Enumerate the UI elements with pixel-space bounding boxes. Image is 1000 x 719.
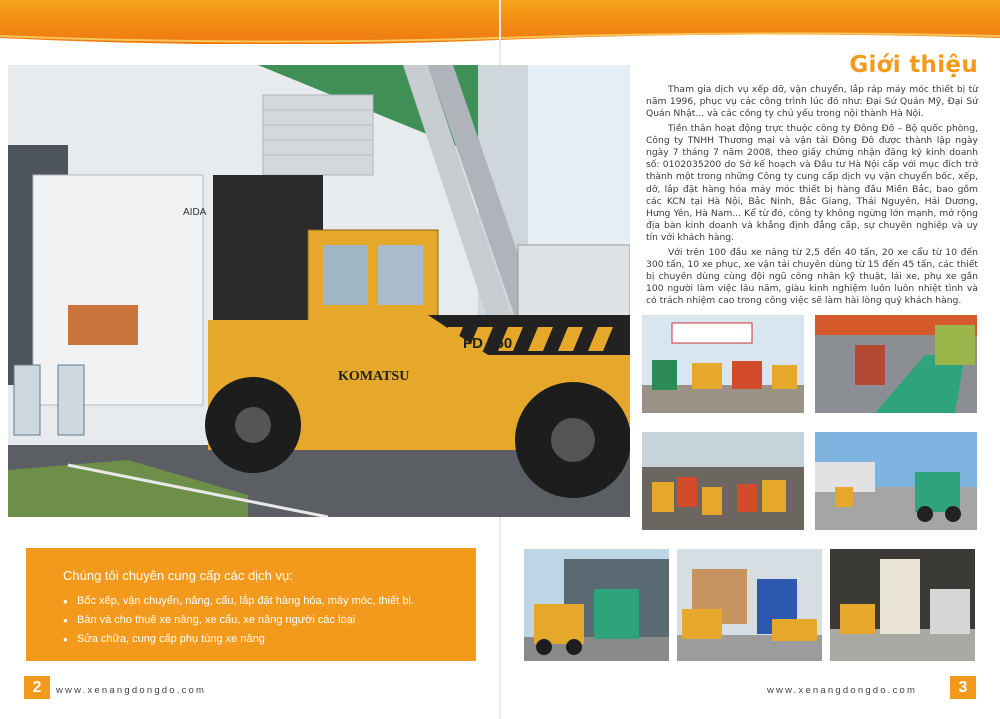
service-text: Sửa chữa, cung cấp phụ tùng xe nâng	[77, 633, 265, 645]
intro-text	[646, 84, 978, 310]
photo-forklift-crate	[677, 549, 822, 661]
page-title: Giới thiệu	[849, 52, 978, 78]
photo-forklift-machine-lift	[524, 549, 669, 661]
forklift-brand-label: KOMATSU	[338, 369, 410, 384]
services-list-item	[63, 630, 476, 649]
photo-green-forklift-road	[815, 432, 977, 530]
intro-paragraph: Tham gia dịch vụ xếp dỡ, vận chuyển, lắp ráp máy móc thiết bị từ năm 1996, phục vụ các công trình lúc đó như: Đại Sứ Quán Mỹ, Đại Sứ Quán Nhật... và các công ty chủ yếu trong nội thành Hà Nội.	[646, 84, 978, 120]
machine-brand-label: AIDA	[183, 207, 207, 218]
intro-paragraph: Với trên 100 đầu xe nâng từ 2,5 đến 40 tấn, 20 xe cẩu từ 10 đến 300 tấn, 10 xe phục, xe vận tải chuyên dùng từ 15 đến 45 tấn, các thiết bị chuyên dùng cùng đội ngũ công nhân kỹ thuật, lái xe, phụ xe gần 100 người làm việc lâu năm, giàu kinh nghiệm luôn luôn nhiệt tình và có trách nhiệm cao trong công việc sẽ làm hài lòng quý khách hàng.	[646, 246, 978, 307]
intro-paragraph: Tiền thân hoạt động trực thuộc công ty Đông Đô – Bộ quốc phòng, Công ty TNHH Thương mại và vận tải Đông Đô được thành lập ngày ngày 7 tháng 7 năm 2008, theo giấy chứng nhận đăng ký kinh doanh số: 0102035200 do Sở kế hoạch và Đầu tư Hà Nội cấp với mục đích trở thành một trong những Công ty cung cấp dịch vụ vận chuyển bốc, xếp, dỡ, lắp đặt hàng hóa máy móc thiết bị hàng đầu Miền Bắc, bao gồm các KCN tại Hà Nội, Bắc Ninh, Bắc Giang, Thái Nguyên, Hải Dương, Hưng Yên, Hà Nam... Kể từ đó, công ty không ngừng lớn mạnh, mở rộng địa bàn kinh doanh và khẳng định đẳng cấp, sự chuyên nghiệp và uy tín với khách hàng.	[646, 122, 978, 244]
services-title: Chúng tôi chuyên cung cấp các dịch vụ:	[63, 568, 293, 583]
services-list-item	[63, 611, 476, 630]
page-number-right: 3	[950, 676, 976, 699]
website-url-left[interactable]: www.xenangdongdo.com	[56, 685, 207, 696]
photo-warehouse-machine	[830, 549, 975, 661]
website-url-right[interactable]: www.xenangdongdo.com	[767, 685, 918, 696]
photo-forklift-fleet	[642, 432, 804, 530]
photo-forklift-yard	[642, 315, 804, 413]
forklift-model-label: FD 350	[463, 335, 513, 352]
services-list	[63, 592, 476, 649]
hero-photo-forklift-crane	[8, 65, 630, 517]
bullet-icon: ●	[63, 635, 68, 644]
bullet-icon: ●	[63, 616, 68, 625]
services-list-item	[63, 592, 476, 611]
photo-green-forklift-parts	[815, 315, 977, 413]
page-number-left: 2	[24, 676, 50, 699]
service-text: Bán và cho thuê xe nâng, xe cẩu, xe nâng người các loại	[77, 614, 356, 626]
bullet-icon: ●	[63, 597, 68, 606]
services-box	[26, 548, 476, 661]
service-text: Bốc xếp, vận chuyển, nâng, cẩu, lắp đặt hàng hóa, máy móc, thiết bị.	[77, 595, 414, 607]
